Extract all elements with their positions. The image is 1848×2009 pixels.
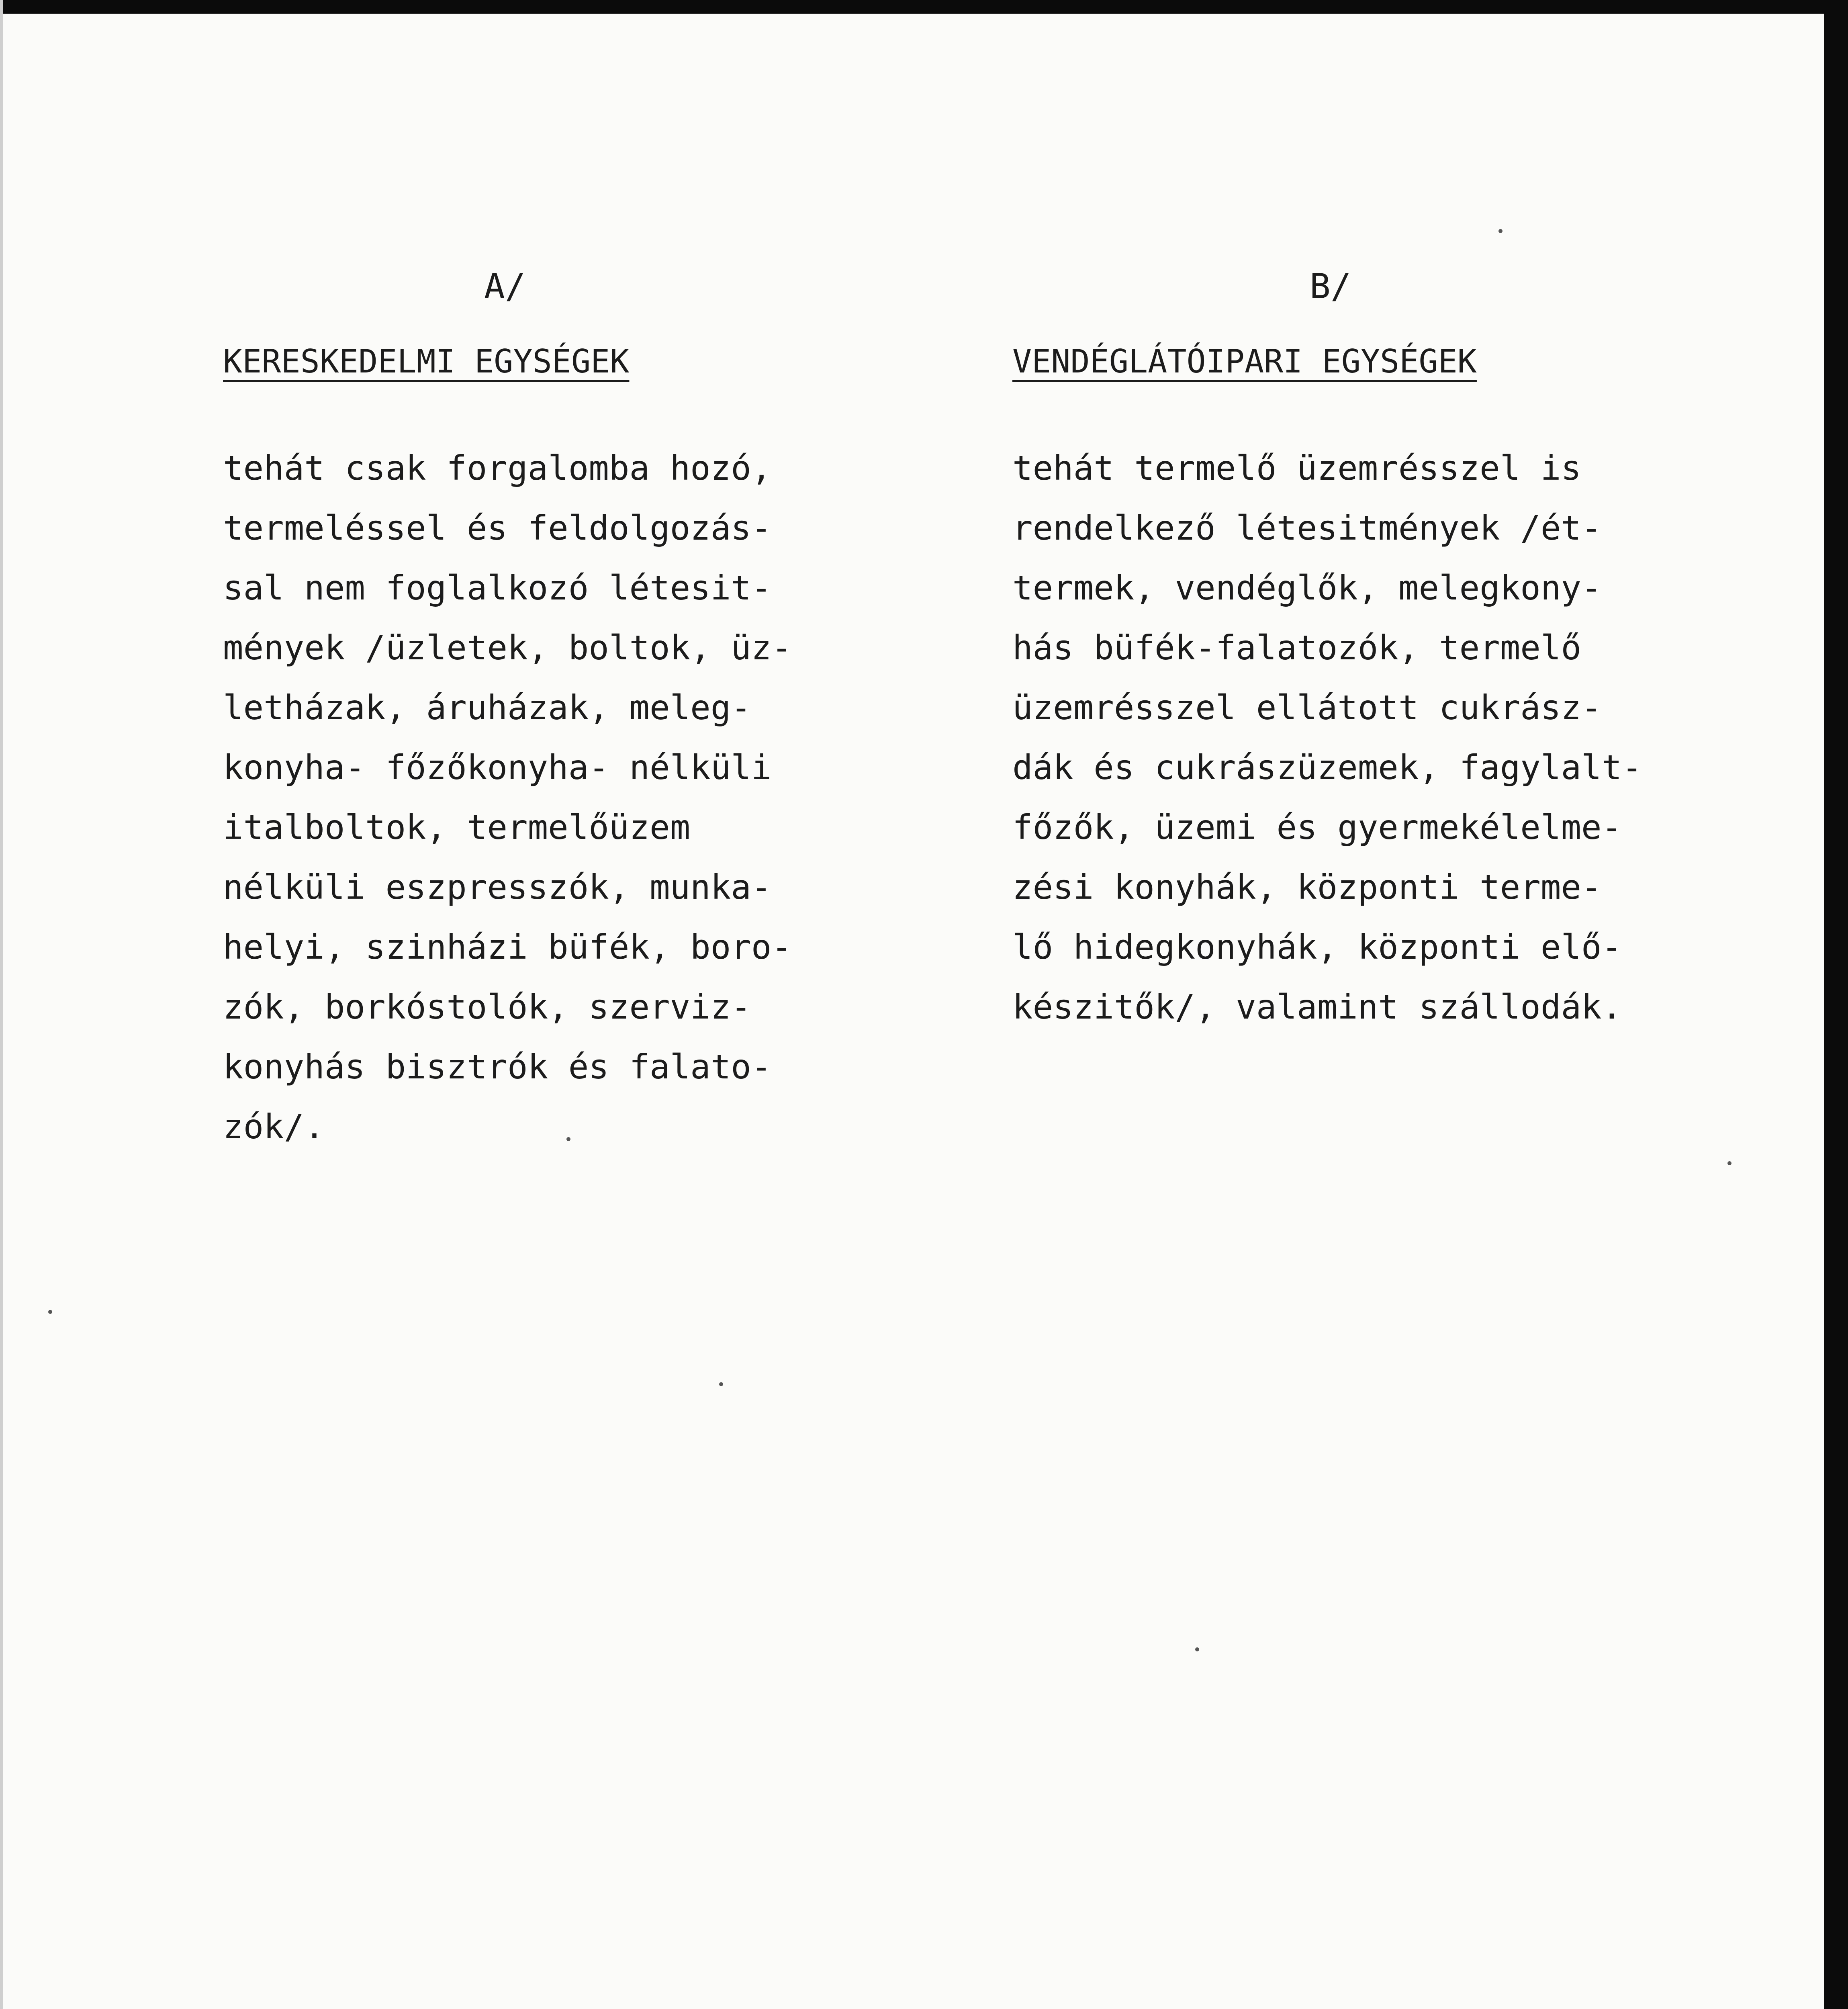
text-line: lő hidegkonyhák, központi elő- <box>1012 927 1622 967</box>
text-line: zók, borkóstolók, szerviz- <box>223 987 751 1027</box>
text-line: dák és cukrászüzemek, fagylalt- <box>1012 748 1642 787</box>
text-line: üzemrésszel ellátott cukrász- <box>1012 688 1602 727</box>
scan-speck <box>1727 1161 1731 1165</box>
column-b-text <box>1012 446 1642 1045</box>
text-line: sal nem foglalkozó létesit- <box>223 568 772 608</box>
text-line: nélküli eszpresszók, munka- <box>223 867 772 907</box>
scan-border-right <box>1824 0 1848 2009</box>
text-line: italboltok, termelőüzem <box>223 808 691 847</box>
scan-speck <box>719 1382 723 1386</box>
text-line: hás büfék-falatozók, termelő <box>1012 628 1582 667</box>
scan-border-top <box>0 0 1848 14</box>
scan-speck <box>1195 1647 1199 1651</box>
text-line: rendelkező létesitmények /ét- <box>1012 508 1602 548</box>
column-a-label: A/ <box>484 266 526 307</box>
scan-border-left <box>0 0 3 2009</box>
scan-speck <box>1498 229 1503 233</box>
column-b-heading: VENDÉGLÁTÓIPARI EGYSÉGEK <box>1012 343 1477 380</box>
column-b-label: B/ <box>1310 266 1351 307</box>
column-a-heading: KERESKEDELMI EGYSÉGEK <box>223 343 630 380</box>
text-line: konyha- főzőkonyha- nélküli <box>223 748 772 787</box>
text-line: mények /üzletek, boltok, üz- <box>223 628 792 667</box>
text-line: termeléssel és feldolgozás- <box>223 508 772 548</box>
text-line: tehát csak forgalomba hozó, <box>223 448 772 488</box>
text-line: helyi, szinházi büfék, boro- <box>223 927 792 967</box>
text-line: letházak, áruházak, meleg- <box>223 688 751 727</box>
text-line: főzők, üzemi és gyermekélelme- <box>1012 808 1622 847</box>
scan-speck <box>48 1310 52 1314</box>
text-line: zési konyhák, központi terme- <box>1012 867 1602 907</box>
column-a-text <box>223 446 792 1164</box>
text-line: zók/. <box>223 1107 325 1146</box>
text-line: konyhás bisztrók és falato- <box>223 1047 772 1086</box>
text-line: tehát termelő üzemrésszel is <box>1012 448 1582 488</box>
scan-speck <box>566 1137 570 1141</box>
text-line: termek, vendéglők, melegkony- <box>1012 568 1602 608</box>
text-line: készitők/, valamint szállodák. <box>1012 987 1622 1027</box>
